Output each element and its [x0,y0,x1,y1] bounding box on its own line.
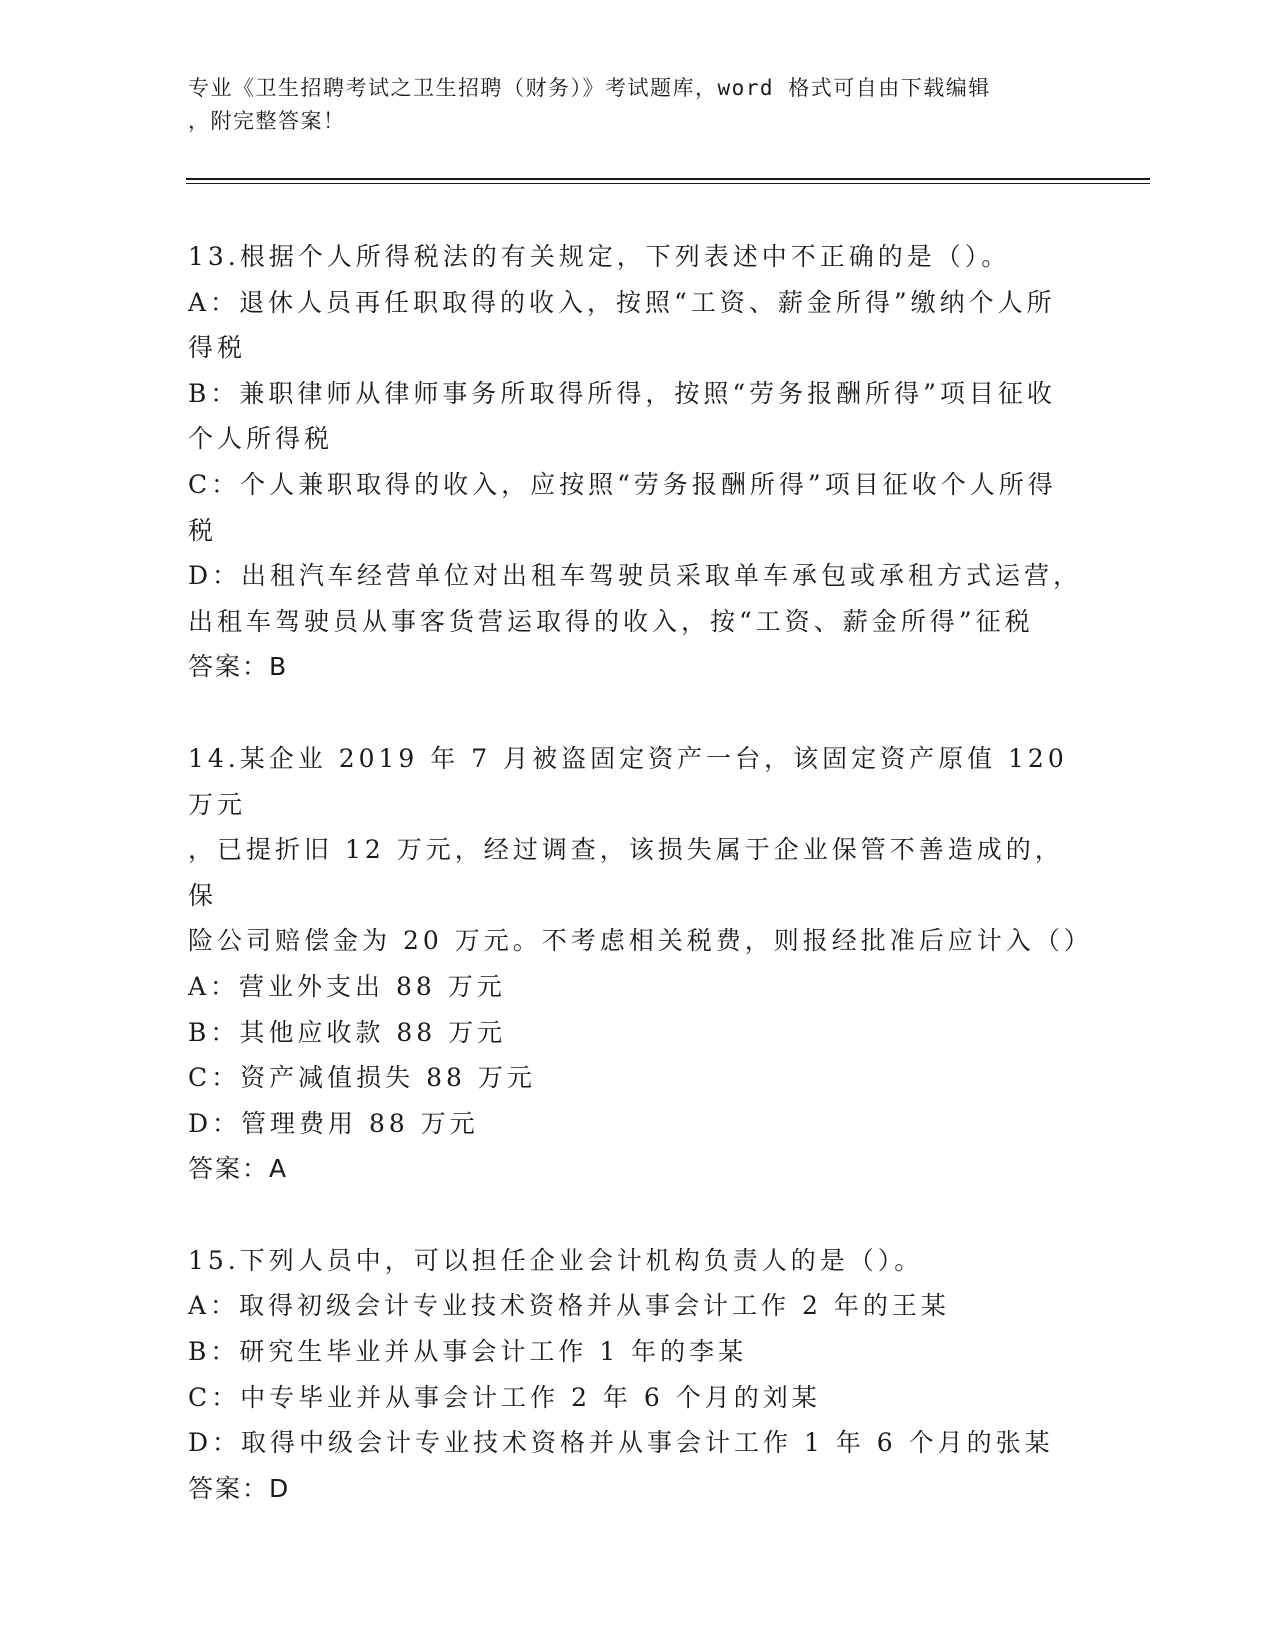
question-list [188,234,1093,1557]
option-line: C：个人兼职取得的收入，应按照“劳务报酬所得”项目征收个人所得 [188,469,1057,499]
option-line: B：研究生毕业并从事会计工作 1 年的李某 [188,1337,748,1367]
option-line: D：出租汽车经营单位对出租车驾驶员采取单车承包或承租方式运营， [188,561,1083,591]
option-line: 税 [188,515,218,545]
option-line: C：中专毕业并从事会计工作 2 年 6 个月的刘某 [188,1382,821,1412]
question-stem-line: 15.下列人员中，可以担任企业会计机构负责人的是（）。 [188,1245,924,1275]
question-block [188,736,1093,1192]
answer-line: 答案：D [188,1473,291,1503]
question-stem-line: 14.某企业 2019 年 7 月被盗固定资产一台，该固定资产原值 120 万元 [188,743,1068,819]
option-line: B：其他应收款 88 万元 [188,1017,507,1047]
header-divider-thin [186,183,1150,184]
option-line: 出租车驾驶员从事客货营运取得的收入，按“工资、薪金所得”征税 [188,606,1034,636]
option-line: C：资产减值损失 88 万元 [188,1063,536,1093]
answer-line: 答案：B [188,652,289,682]
question-stem-line: 险公司赔偿金为 20 万元。不考虑相关税费，则报经批准后应计入（） [188,926,1093,956]
header-title-line-2: ，附完整答案！ [188,109,346,133]
option-line: A：退休人员再任职取得的收入，按照“工资、薪金所得”缴纳个人所 [188,287,1056,317]
option-line: B：兼职律师从律师事务所取得所得，按照“劳务报酬所得”项目征收 [188,378,1056,408]
option-line: 个人所得税 [188,424,334,454]
question-block [188,1238,1088,1512]
answer-line: 答案：A [188,1154,289,1184]
option-line: D：取得中级会计专业技术资格并从事会计工作 1 年 6 个月的张某 [188,1428,1054,1458]
question-stem-line: ，已提折旧 12 万元，经过调查，该损失属于企业保管不善造成的，保 [188,835,1064,910]
option-line: A：取得初级会计专业技术资格并从事会计工作 2 年的王某 [188,1291,950,1321]
question-stem-line: 13.根据个人所得税法的有关规定，下列表述中不正确的是（）。 [188,242,1011,271]
document-header [188,72,1088,138]
option-line: D：管理费用 88 万元 [188,1108,479,1138]
option-line: 得税 [188,333,247,363]
question-block [188,234,1088,690]
header-title-line-1: 专业《卫生招聘考试之卫生招聘（财务）》考试题库，word 格式可自由下载编辑 [188,76,991,100]
header-divider-thick [186,178,1150,180]
option-line: A：营业外支出 88 万元 [188,971,506,1001]
